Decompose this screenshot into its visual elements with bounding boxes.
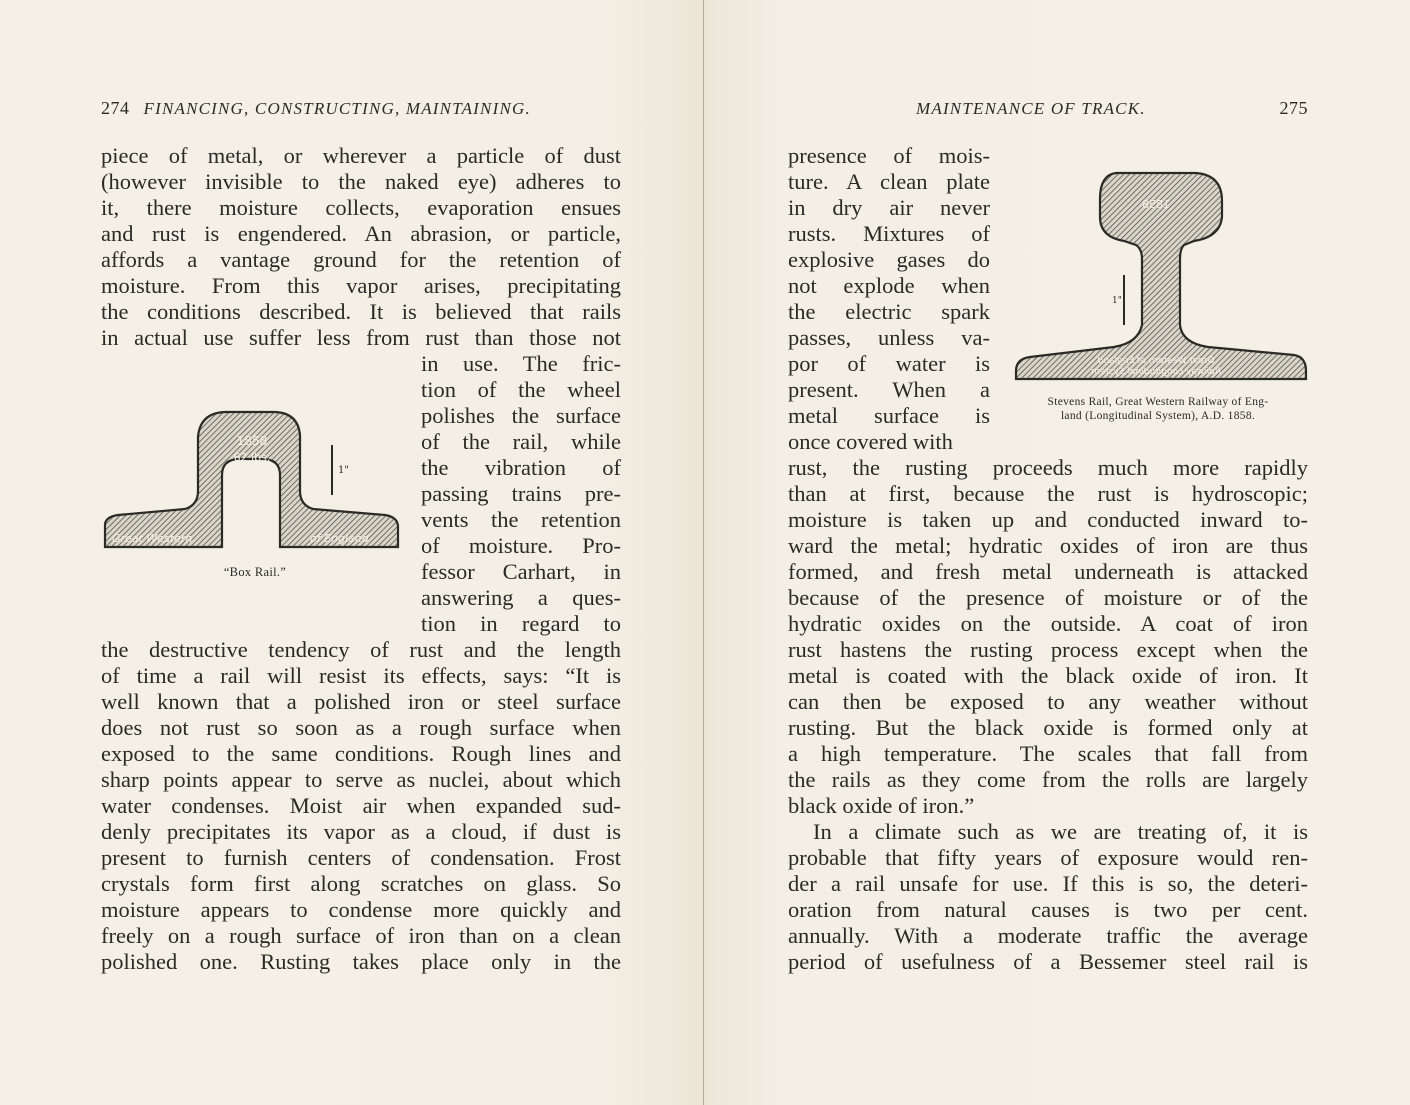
- caption-line: Stevens Rail, Great Western Railway of Eng-: [1047, 396, 1269, 408]
- text-line: polishes the surface: [421, 403, 621, 428]
- left-running-title: FINANCING, CONSTRUCTING, MAINTAINING.: [143, 99, 531, 118]
- text-line: black oxide of iron.”: [788, 793, 975, 818]
- text-line: once covered with: [788, 429, 953, 454]
- stevens-rail-figure: [1008, 165, 1310, 385]
- text-line: ture. A clean plate: [788, 169, 990, 194]
- svg-text:1858: 1858: [1142, 198, 1170, 211]
- text-line: por of water is: [788, 351, 990, 376]
- text-line: explosive gases do: [788, 247, 990, 272]
- text-line: of moisture. Pro-: [421, 533, 621, 558]
- text-line: freely on a rough surface of iron than on a clean: [101, 923, 621, 948]
- text-line: period of usefulness of a Bessemer steel rail is: [788, 949, 1308, 974]
- text-line: moisture. From this vapor arises, precipitating: [101, 273, 621, 298]
- text-line: fessor Carhart, in: [421, 559, 621, 584]
- svg-text:Railway Longitudinal System: Railway Longitudinal System: [1091, 367, 1221, 377]
- svg-text:Great Western of England: Great Western of England: [1097, 356, 1215, 366]
- text-line: the conditions described. It is believed that rails: [101, 299, 621, 324]
- text-line: tion of the wheel: [421, 377, 621, 402]
- text-line: passing trains pre-: [421, 481, 621, 506]
- left-running-head: [101, 98, 621, 124]
- svg-text:of England: of England: [310, 532, 369, 545]
- text-line: not explode when: [788, 273, 990, 298]
- text-line: the destructive tendency of rust and the length: [101, 637, 621, 662]
- svg-text:1858: 1858: [236, 434, 268, 448]
- text-line: in use. The fric-: [421, 351, 621, 376]
- text-line: does not rust so soon as a rough surface when: [101, 715, 621, 740]
- text-line: piece of metal, or wherever a particle of dust: [101, 143, 621, 168]
- text-line: and rust is engendered. An abrasion, or particle,: [101, 221, 621, 246]
- text-line: tion in regard to: [421, 611, 621, 636]
- left-page-number: 274: [101, 98, 130, 118]
- text-line: present. When a: [788, 377, 990, 402]
- text-line: moisture appears to condense more quickly and: [101, 897, 621, 922]
- box-rail-figure: [100, 405, 405, 555]
- svg-text:Great Western: Great Western: [112, 532, 193, 545]
- text-line: present to furnish centers of condensation. Frost: [101, 845, 621, 870]
- text-line: can then be exposed to any weather without: [788, 689, 1308, 714]
- text-line: of time a rail will resist its effects, says: “It is: [101, 663, 621, 688]
- text-line: answering a ques-: [421, 585, 621, 610]
- text-line: hydratic oxides on the outside. A coat of iron: [788, 611, 1308, 636]
- text-line: than at first, because the rust is hydroscopic;: [788, 481, 1308, 506]
- text-line: rust, the rusting proceeds much more rapidly: [788, 455, 1308, 480]
- text-line: the rails as they come from the rolls are largely: [788, 767, 1308, 792]
- text-line: well known that a polished iron or steel surface: [101, 689, 621, 714]
- box-rail-cross-section-icon: [100, 405, 405, 555]
- box-rail-caption: “Box Rail.”: [223, 565, 287, 579]
- text-line: rusts. Mixtures of: [788, 221, 990, 246]
- text-line: metal is coated with the black oxide of iron. It: [788, 663, 1308, 688]
- text-line: of the rail, while: [421, 429, 621, 454]
- text-line: ward the metal; hydratic oxides of iron are thus: [788, 533, 1308, 558]
- text-line: passes, unless va-: [788, 325, 990, 350]
- text-line: sharp points appear to serve as nuclei, about which: [101, 767, 621, 792]
- text-line: it, there moisture collects, evaporation ensues: [101, 195, 621, 220]
- text-line: rust hastens the rusting process except when the: [788, 637, 1308, 662]
- text-line: polished one. Rusting takes place only in the: [101, 949, 621, 974]
- text-line: der a rail unsafe for use. If this is so, the deteri-: [788, 871, 1308, 896]
- text-line: exposed to the same conditions. Rough lines and: [101, 741, 621, 766]
- right-page-number: 275: [1279, 98, 1308, 118]
- text-line: oration from natural causes is two per cent.: [788, 897, 1308, 922]
- text-line: vents the retention: [421, 507, 621, 532]
- text-line: crystals form first along scratches on glass. So: [101, 871, 621, 896]
- text-line: (however invisible to the naked eye) adheres to: [101, 169, 621, 194]
- text-line: rusting. But the black oxide is formed only at: [788, 715, 1308, 740]
- text-line: annually. With a moderate traffic the average: [788, 923, 1308, 948]
- right-page: [704, 0, 1410, 1105]
- text-line: the electric spark: [788, 299, 990, 324]
- text-line: water condenses. Moist air when expanded sud-: [101, 793, 621, 818]
- text-line: presence of mois-: [788, 143, 990, 168]
- svg-text:1": 1": [1112, 296, 1122, 306]
- text-line: In a climate such as we are treating of, it is: [813, 819, 1308, 844]
- right-running-title: MAINTENANCE OF TRACK.: [916, 99, 1146, 118]
- left-page: [0, 0, 704, 1105]
- text-line: moisture is taken up and conducted inward to-: [788, 507, 1308, 532]
- text-line: in actual use suffer less from rust than those not: [101, 325, 621, 350]
- stevens-rail-cross-section-icon: [1008, 165, 1310, 385]
- text-line: affords a vantage ground for the retention of: [101, 247, 621, 272]
- text-line: metal surface is: [788, 403, 990, 428]
- text-line: in dry air never: [788, 195, 990, 220]
- right-running-head: [916, 98, 1308, 124]
- stevens-rail-caption: [1004, 395, 1312, 423]
- text-line: because of the presence of moisture or of the: [788, 585, 1308, 610]
- caption-line: land (Longitudinal System), A.D. 1858.: [1060, 410, 1256, 422]
- text-line: denly precipitates its vapor as a cloud, if dust is: [101, 819, 621, 844]
- text-line: probable that fifty years of exposure would ren-: [788, 845, 1308, 870]
- svg-text:1": 1": [338, 465, 349, 476]
- text-line: formed, and fresh metal underneath is attacked: [788, 559, 1308, 584]
- text-line: a high temperature. The scales that fall from: [788, 741, 1308, 766]
- svg-text:62 lbs.: 62 lbs.: [233, 451, 271, 464]
- text-line: the vibration of: [421, 455, 621, 480]
